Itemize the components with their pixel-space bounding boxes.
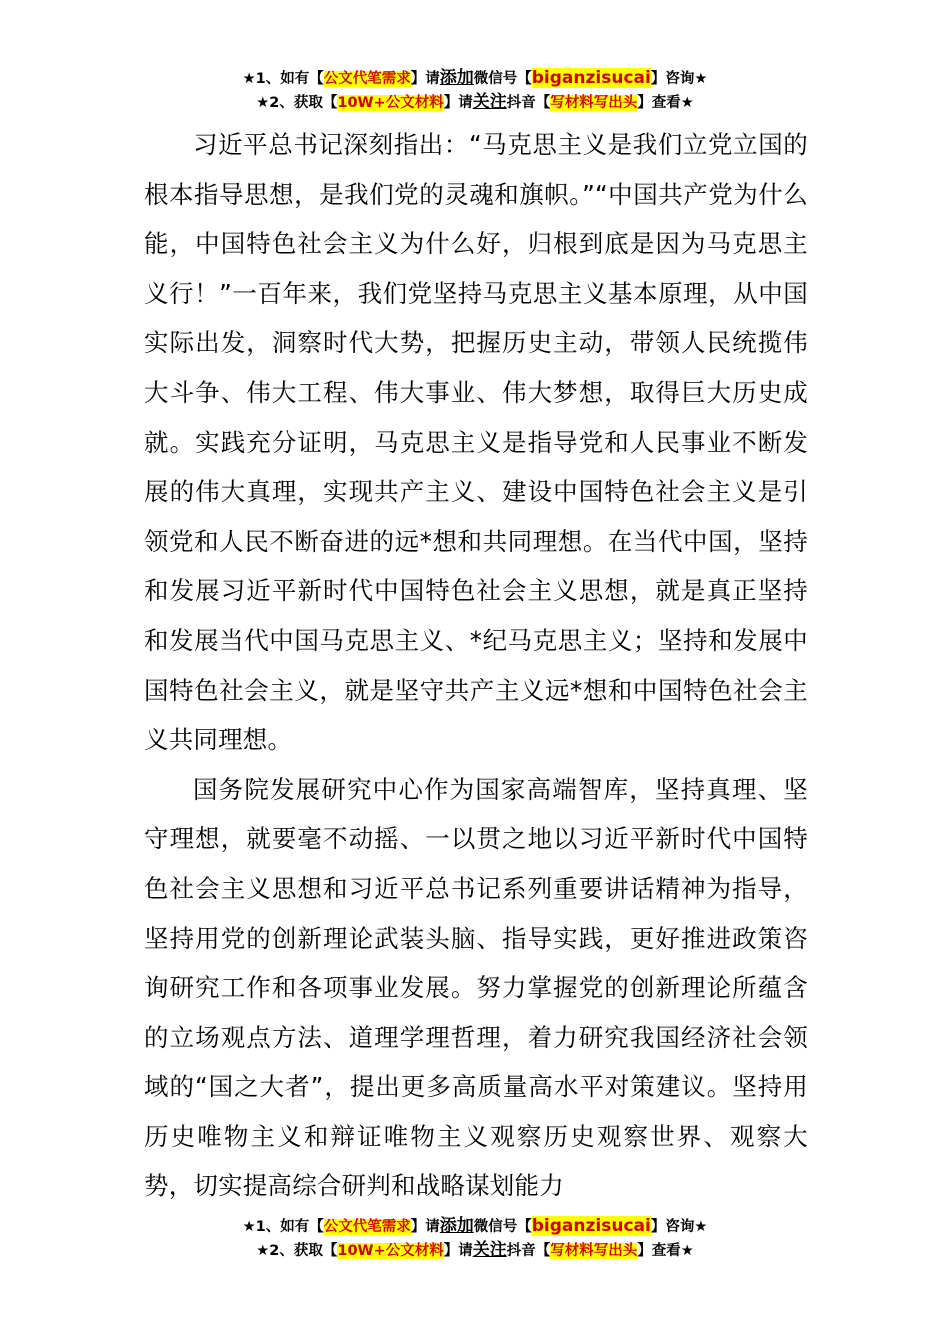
highlight-service: 公文代笔需求	[323, 71, 411, 87]
footer-banner	[0, 1214, 950, 1262]
banner-line-1: ★1、如有【公文代笔需求】请添加微信号【biganzisucai】咨询★	[242, 1216, 708, 1236]
highlight-materials: 10W+公文材料	[337, 95, 444, 111]
paragraph-2: 国务院发展研究中心作为国家高端智库，坚持真理、坚守理想，就要毫不动摇、一以贯之地以习近平新时代中国特色社会主义思想和习近平总书记系列重要讲话精神为指导，坚持用党的创新理论武装头脑、指导实践，更好推进政策咨询研究工作和各项事业发展。努力掌握党的创新理论所蕴含的立场观点方法、道理学理哲理，着力研究我国经济社会领域的“国之大者”，提出更多高质量高水平对策建议。坚持用历史唯物主义和辩证唯物主义观察历史观察世界、观察大势，切实提高综合研判和战略谋划能力	[144, 774, 808, 1201]
highlight-materials: 10W+公文材料	[337, 1243, 444, 1259]
banner-line-2: ★2、获取【10W+公文材料】请关注抖音【写材料写出头】查看★	[256, 1240, 694, 1260]
banner-line-2: ★2、获取【10W+公文材料】请关注抖音【写材料写出头】查看★	[256, 92, 694, 112]
banner-line-1: ★1、如有【公文代笔需求】请添加微信号【biganzisucai】咨询★	[242, 68, 708, 88]
highlight-wechat-id: biganzisucai	[531, 1216, 651, 1236]
highlight-douyin: 写材料写出头	[550, 95, 638, 111]
paragraph-1: 习近平总书记深刻指出：“马克思主义是我们立党立国的根本指导思想，是我们党的灵魂和旗帜。”“中国共产党为什么能，中国特色社会主义为什么好，归根到底是因为马克思主义行！”一百年来，我们党坚持马克思主义基本原理，从中国实际出发，洞察时代大势，把握历史主动，带领人民统揽伟大斗争、伟大工程、伟大事业、伟大梦想，取得巨大历史成就。实践充分证明，马克思主义是指导党和人民事业不断发展的伟大真理，实现共产主义、建设中国特色社会主义是引领党和人民不断奋进的远*想和共同理想。在当代中国，坚持和发展习近平新时代中国特色社会主义思想，就是真正坚持和发展当代中国马克思主义、*纪马克思主义；坚持和发展中国特色社会主义，就是坚守共产主义远*想和中国特色社会主义共同理想。	[144, 130, 808, 755]
header-banner	[0, 66, 950, 114]
document-body	[144, 120, 808, 1211]
highlight-wechat-id: biganzisucai	[531, 68, 651, 88]
highlight-douyin: 写材料写出头	[550, 1243, 638, 1259]
highlight-service: 公文代笔需求	[323, 1219, 411, 1235]
